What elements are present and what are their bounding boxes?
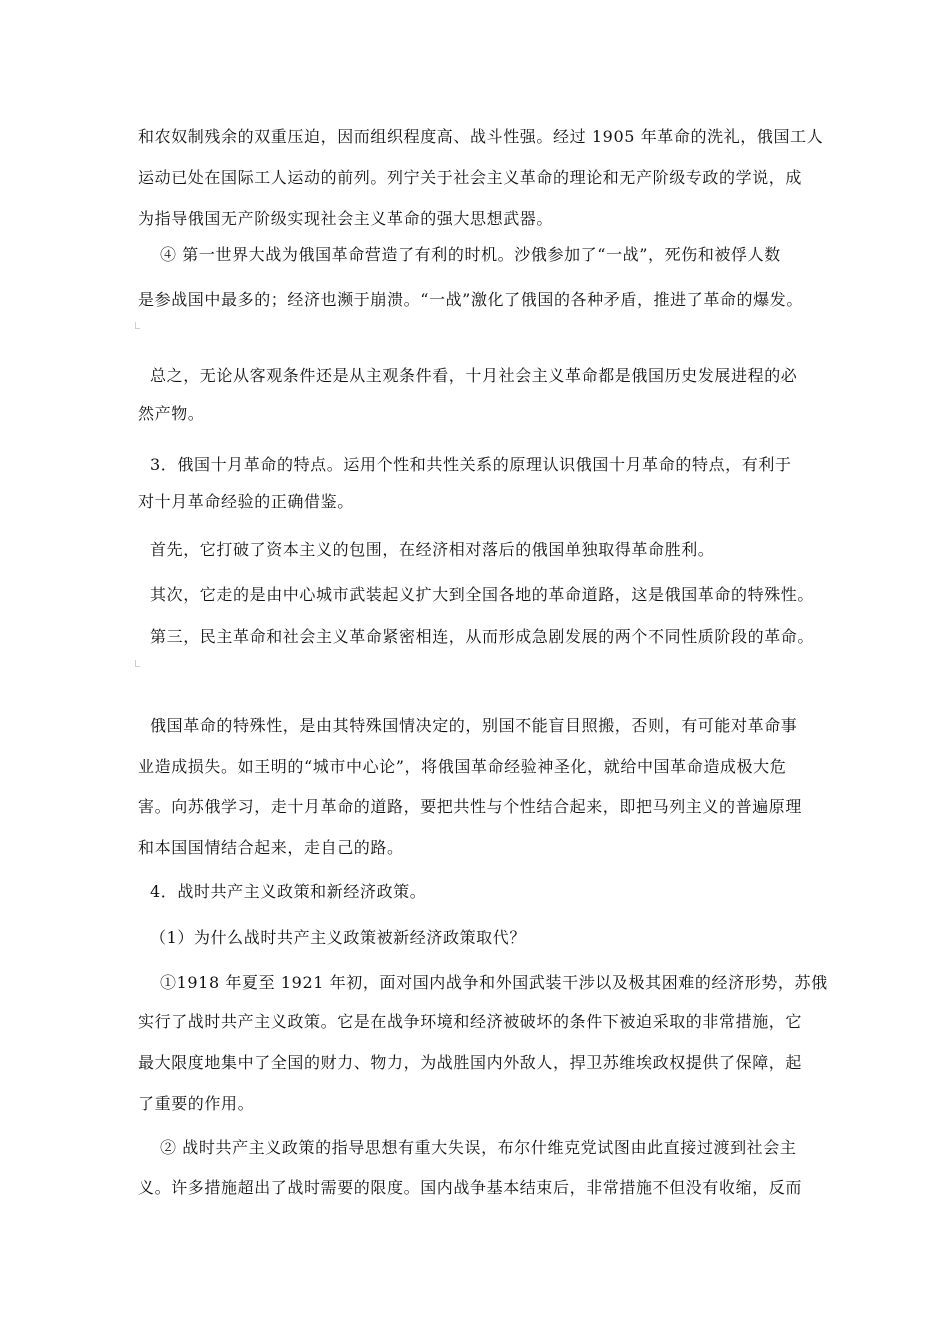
text-line: ④ 第一世界大战为俄国革命营造了有利的时机。沙俄参加了“一战”，死伤和被俘人数 <box>160 245 781 264</box>
text-line: ①1918 年夏至 1921 年初，面对国内战争和外国武装干涉以及极其困难的经济形势，苏俄 <box>160 973 828 992</box>
text-line: 总之，无论从客观条件还是从主观条件看，十月社会主义革命都是俄国历史发展进程的必 <box>150 366 798 385</box>
text-line: 了重要的作用。 <box>138 1094 255 1113</box>
text-line: （1）为什么战时共产主义政策被新经济政策取代？ <box>150 928 526 947</box>
text-line: 和本国国情结合起来，走自己的路。 <box>138 838 404 857</box>
text-line: 3．俄国十月革命的特点。运用个性和共性关系的原理认识俄国十月革命的特点，有利于 <box>150 455 792 474</box>
paragraph-mark <box>135 322 140 329</box>
text-line: ② 战时共产主义政策的指导思想有重大失误，布尔什维克党试图由此直接过渡到社会主 <box>160 1138 797 1157</box>
text-line: 其次，它走的是由中心城市武装起义扩大到全国各地的革命道路，这是俄国革命的特殊性。 <box>150 585 815 604</box>
text-line: 首先，它打破了资本主义的包围，在经济相对落后的俄国单独取得革命胜利。 <box>150 540 715 559</box>
text-line: 然产物。 <box>138 404 205 423</box>
text-line: 业造成损失。如王明的“城市中心论”，将俄国革命经验神圣化，就给中国革命造成极大危 <box>138 757 787 776</box>
text-line: 运动已处在国际工人运动的前列。列宁关于社会主义革命的理论和无产阶级专政的学说，成 <box>138 168 803 187</box>
text-line: 第三，民主革命和社会主义革命紧密相连，从而形成急剧发展的两个不同性质阶段的革命。 <box>150 627 815 646</box>
text-line: 俄国革命的特殊性，是由其特殊国情决定的，别国不能盲目照搬，否则，有可能对革命事 <box>150 716 798 735</box>
paragraph-mark <box>135 660 140 667</box>
text-line: 为指导俄国无产阶级实现社会主义革命的强大思想武器。 <box>138 209 554 228</box>
text-line: 义。许多措施超出了战时需要的限度。国内战争基本结束后，非常措施不但没有收缩，反而 <box>138 1178 803 1197</box>
text-line: 害。向苏俄学习，走十月革命的道路，要把共性与个性结合起来，即把马列主义的普遍原理 <box>138 797 803 816</box>
text-line: 和农奴制残余的双重压迫，因而组织程度高、战斗性强。经过 1905 年革命的洗礼，俄国工人 <box>138 127 824 146</box>
text-line: 对十月革命经验的正确借鉴。 <box>138 492 354 511</box>
text-line: 实行了战时共产主义政策。它是在战争环境和经济被破坏的条件下被迫采取的非常措施，它 <box>138 1012 803 1031</box>
text-line: 最大限度地集中了全国的财力、物力，为战胜国内外敌人，捍卫苏维埃政权提供了保障，起 <box>138 1053 803 1072</box>
text-line: 4．战时共产主义政策和新经济政策。 <box>150 882 427 901</box>
text-line: 是参战国中最多的；经济也濒于崩溃。“一战”激化了俄国的各种矛盾，推进了革命的爆发。 <box>138 290 803 309</box>
